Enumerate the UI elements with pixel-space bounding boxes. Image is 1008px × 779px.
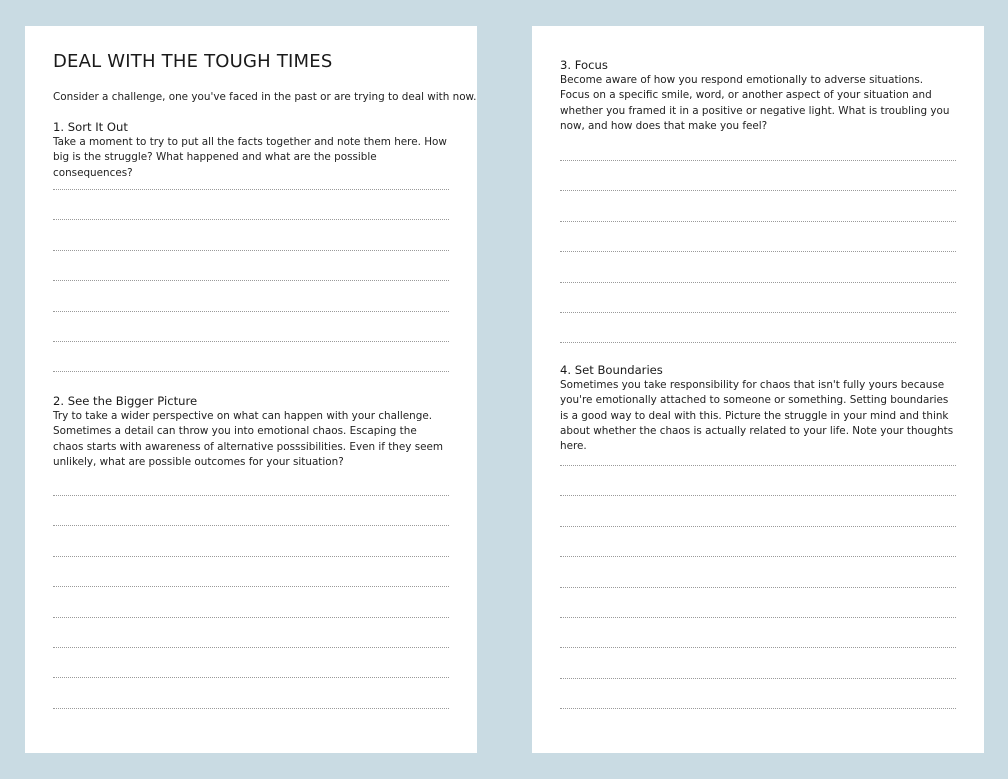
section-focus (560, 58, 956, 134)
section-see-bigger-picture (53, 394, 449, 470)
writing-line[interactable] (53, 189, 449, 190)
section-set-boundaries (560, 363, 956, 454)
writing-line[interactable] (560, 526, 956, 527)
section-heading: 2. See the Bigger Picture (53, 394, 198, 408)
section-body: Sometimes you take responsibility for chaos that isn't fully yours because you're emotionally attached to someone or something. Setting boundaries is a good way to deal with this. Picture the struggle in your mind and think about whether the chaos is actually related to your life. Note your thoughts here. (560, 379, 954, 453)
section-body: Try to take a wider perspective on what can happen with your challenge. Sometimes a detail can throw you into emotional chaos. Escaping the chaos starts with awareness of alternative posssibilities. Even if they seem unlikely, what are possible outcomes for your situation? (53, 410, 444, 468)
writing-line[interactable] (560, 587, 956, 588)
writing-line[interactable] (560, 465, 956, 466)
intro-text: Consider a challenge, one you've faced in the past or are trying to deal with now. (53, 91, 477, 103)
writing-line[interactable] (53, 617, 449, 618)
left-page (25, 26, 477, 753)
writing-line[interactable] (560, 708, 956, 709)
writing-line[interactable] (53, 219, 449, 220)
writing-line[interactable] (560, 556, 956, 557)
writing-line[interactable] (53, 647, 449, 648)
writing-line[interactable] (53, 586, 449, 587)
writing-line[interactable] (53, 556, 449, 557)
writing-line[interactable] (560, 221, 956, 222)
writing-line[interactable] (53, 341, 449, 342)
writing-line[interactable] (560, 160, 956, 161)
writing-line[interactable] (53, 371, 449, 372)
section-body: Take a moment to try to put all the facts together and note them here. How big is the struggle? What happened and what are the possible consequences? (53, 136, 447, 179)
right-page-content (560, 26, 956, 753)
writing-line[interactable] (53, 525, 449, 526)
writing-line[interactable] (560, 312, 956, 313)
section-heading: 4. Set Boundaries (560, 363, 663, 377)
writing-line[interactable] (53, 250, 449, 251)
left-page-content (53, 26, 477, 753)
writing-line[interactable] (560, 190, 956, 191)
writing-line[interactable] (53, 495, 449, 496)
writing-line[interactable] (53, 280, 449, 281)
writing-line[interactable] (560, 678, 956, 679)
writing-line[interactable] (53, 708, 449, 709)
writing-line[interactable] (53, 677, 449, 678)
section-body: Become aware of how you respond emotionally to adverse situations. Focus on a specific smile, word, or another aspect of your situation and whether you framed it in a positive or negative light. What is troubling you now, and how does that make you feel? (560, 74, 950, 132)
writing-line[interactable] (53, 311, 449, 312)
writing-line[interactable] (560, 342, 956, 343)
right-page (532, 26, 984, 753)
writing-line[interactable] (560, 617, 956, 618)
page-title: DEAL WITH THE TOUGH TIMES (53, 51, 333, 72)
writing-line[interactable] (560, 647, 956, 648)
writing-line[interactable] (560, 251, 956, 252)
section-heading: 1. Sort It Out (53, 120, 128, 134)
section-heading: 3. Focus (560, 58, 608, 72)
writing-line[interactable] (560, 282, 956, 283)
section-sort-it-out (53, 120, 449, 181)
writing-line[interactable] (560, 495, 956, 496)
